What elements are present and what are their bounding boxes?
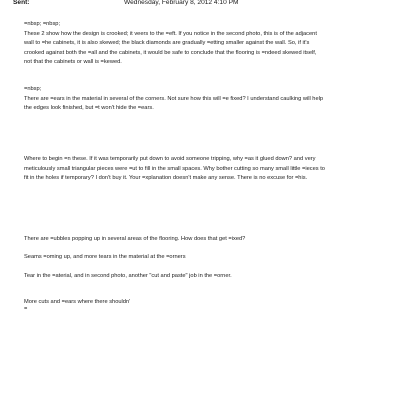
- paragraph-bubbles: [24, 235, 386, 245]
- body-line: There are =ears in the material in several of the corners. Not sure how this will =e fixed? I understand caulking will help: [24, 95, 324, 102]
- body-line: the edges look finished, but =t won't hide the =ears.: [24, 105, 154, 112]
- body-line: These 2 show how the design is crooked; it veers to the =eft. If you notice in the second photo, this is of the adjacent: [24, 30, 317, 37]
- body-line: wall to =he cabinets, it is also skewed; the black diamonds are gradually =etting smaller against the wall. So, if it's: [24, 40, 310, 47]
- paragraph-tear-material: [24, 272, 386, 282]
- sent-date: Wednesday, February 8, 2012 4:10 PM: [124, 0, 239, 6]
- paragraph-design-crooked: [24, 20, 386, 68]
- body-line: fit in the holes if temporary? I don't buy it. Your =xplanation doesn't make any sense. There is no excuse for =his.: [24, 175, 308, 182]
- email-header: [0, 0, 400, 7]
- body-line: crooked against both the =all and the cabinets, it would be safe to conclude that the flooring is =ndeed skewed itself,: [24, 49, 317, 56]
- body-line: =: [24, 305, 28, 312]
- body-line: not that the cabinets or wall is =kewed.: [24, 59, 122, 66]
- paragraph-more-cuts: [24, 298, 386, 314]
- paragraph-tears-corners: [24, 85, 386, 114]
- body-line: Where to begin =n these. If it was temporarily put down to avoid someone tripping, why =as it glued down? and very: [24, 156, 316, 162]
- paragraph-where-to-begin: [24, 155, 386, 184]
- body-line: =nbsp;: [24, 86, 42, 92]
- body-line: Seams =oming up, and more tears in the material at the =orners: [24, 254, 186, 260]
- body-line: There are =ubbles popping up in several areas of the flooring. How does that get =ixed?: [24, 236, 246, 242]
- body-line: meticulously small triangular pieces were =ut to fill in the small spaces. Why bother cutting so many small little =ieces to: [24, 165, 325, 172]
- body-line: Tear in the =aterial, and in second photo, another "cut and paste" job in the =orner.: [24, 273, 232, 279]
- body-line: More cuts and =ears where there shouldn': [24, 299, 131, 305]
- body-line: =nbsp; =nbsp;: [24, 21, 61, 27]
- sent-label: Sent:: [13, 0, 30, 6]
- paragraph-seams: [24, 253, 386, 263]
